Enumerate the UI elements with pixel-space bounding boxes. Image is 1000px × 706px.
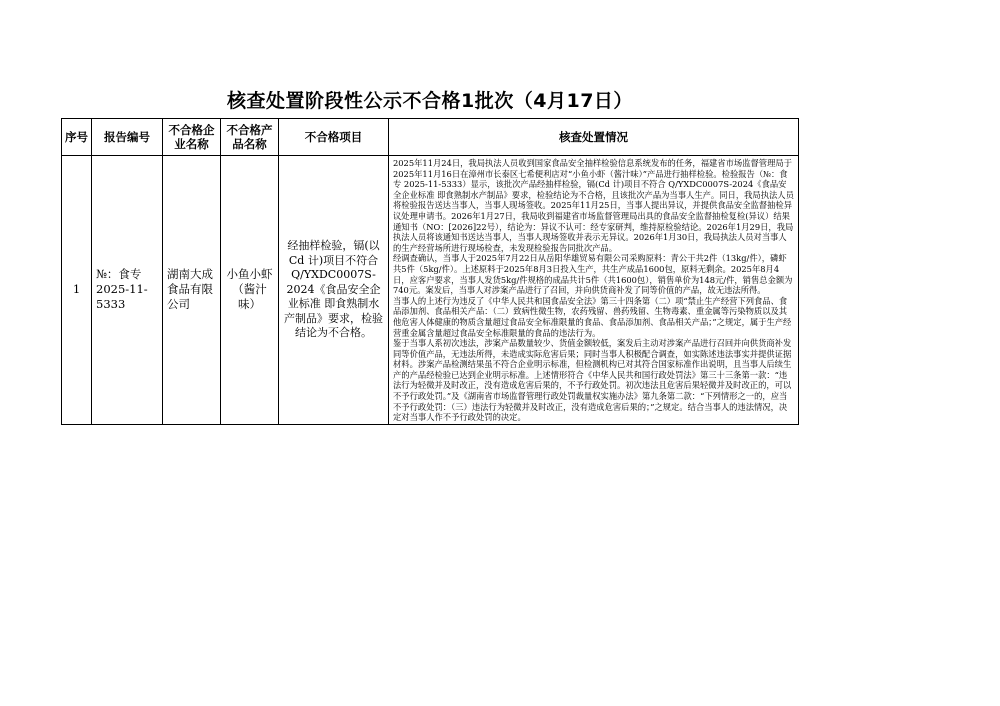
header-report-no: 报告编号 [92,119,163,156]
table-header-row [62,119,799,156]
handling-paragraph: 2025年11月24日，我局执法人员收到国家食品安全抽样检验信息系统发布的任务，福建省市场监督管理局于2025年11月16日在漳州市长泰区七希便利店对“小鱼小虾（酱汁味）”产品进行抽样检验。检验报告（№：食专 2025-11-5333）显示，该批次产品经抽样检验，镉(Cd 计)项目不符合 Q/YXDC0007S-2024《食品安全企业标准 即食熟制水产制品》要求，检验结论为不合格，且该批次产品为当事人生产。同日，我局执法人员将检验报告送达当事人，当事人现场签收。2025年11月25日，当事人提出异议，并提供食品安全监督抽检异议处理申请书。2026年1月27日，我局收到福建省市场监督管理局出具的食品安全监督抽检复检(异议）结果通知书（NO：[2026]22号），结论为：异议不认可：经专家研判，维持原检验结论。2026年1月29日，我局执法人员将该通知书送达当事人，当事人现场签收并表示无异议。2026年1月30日，我局执法人员对当事人的生产经营场所进行现场检查，未发现检验报告同批次产品。 [393,158,794,253]
handling-paragraph: 鉴于当事人系初次违法，涉案产品数量较少、货值金额较低，案发后主动对涉案产品进行召回并向供货商补发同等价值产品，无违法所得，未造成实际危害后果；同时当事人积极配合调查，如实陈述违法事实并提供证据材料。涉案产品检测结果虽不符合企业明示标准，但检测机构已对其符合国家标准作出说明，且当事人后续生产的产品经检验已达到企业明示标准。上述情形符合《中华人民共和国行政处罚法》第三十三条第一款：“违法行为轻微并及时改正，没有造成危害后果的，不予行政处罚。初次违法且危害后果轻微并及时改正的，可以不予行政处罚。”及《湖南省市场监督管理行政处罚裁量权实施办法》第九条第二款：“下列情形之一的，应当不予行政处罚：（三）违法行为轻微并及时改正，没有造成危害后果的；”之规定。结合当事人的违法情况，决定对当事人作不予行政处罚的决定。 [393,338,792,423]
cell-handling [389,156,799,425]
page-title: 核查处置阶段性公示不合格1批次（4月17日） [227,90,633,112]
cell-item: 经抽样检验，镉(以 Cd 计)项目不符合Q/YXDC0007S-2024《食品安全企业标准 即食熟制水产制品》要求，检验结论为不合格。 [279,156,389,425]
cell-report-no: №：食专2025-11-5333 [92,156,163,425]
table-row [62,156,799,425]
handling-paragraph: 当事人的上述行为违反了《中华人民共和国食品安全法》第三十四条第（二）项“禁止生产经营下列食品、食品添加剂、食品相关产品：（二）致病性微生物，农药残留、兽药残留、生物毒素、重金属等污染物质以及其他危害人体健康的物质含量超过食品安全标准限量的食品、食品添加剂、食品相关产品；”之规定，属于生产经营重金属含量超过食品安全标准限量的食品的违法行为。 [393,295,792,338]
header-handling: 核查处置情况 [389,119,799,156]
handling-paragraph: 经调查确认，当事人于2025年7月22日从岳阳华雄贸易有限公司采购原料：青公干共2件（13kg/件），磷虾共5件（5kg/件）。上述原料于2025年8月3日投入生产，共生产成品1600包，原料无剩余。2025年8月4日，应客户要求，当事人发货5kg/件规格的成品共计5件（共1600包），销售单价为148元/件，销售总金额为740元。案发后，当事人对涉案产品进行了召回，并向供货商补发了同等价值的产品，故无违法所得。 [393,253,793,296]
header-seq: 序号 [62,119,92,156]
header-item: 不合格项目 [279,119,389,156]
nonconformity-table [61,118,799,425]
header-company: 不合格企业名称 [163,119,221,156]
header-product: 不合格产品名称 [221,119,279,156]
cell-company: 湖南大成食品有限公司 [163,156,221,425]
cell-product: 小鱼小虾（酱汁味） [221,156,279,425]
cell-seq: 1 [62,156,92,425]
